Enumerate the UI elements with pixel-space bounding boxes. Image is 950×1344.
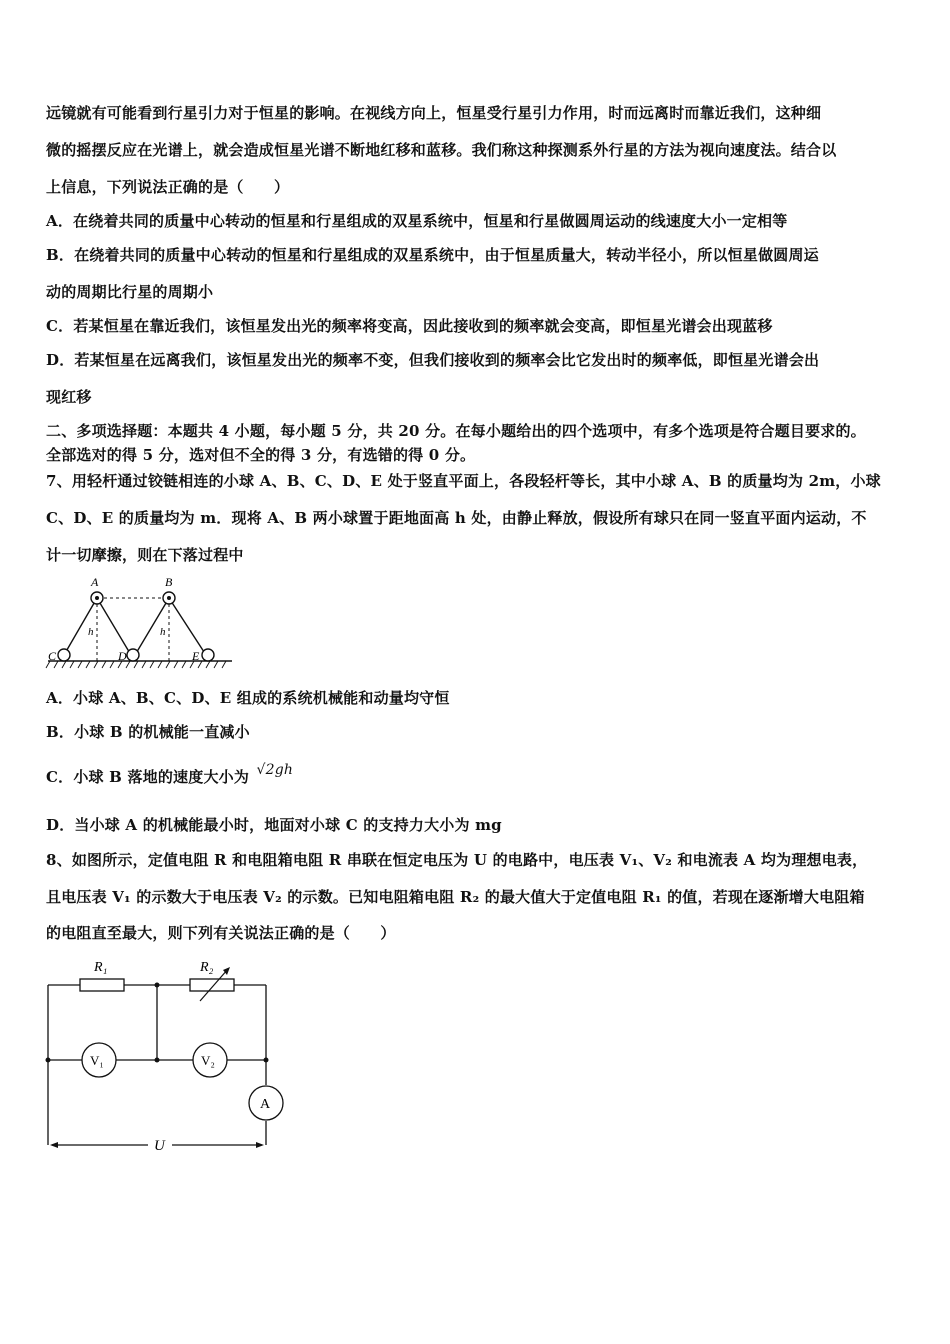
- section2-header-line-2: 全部选对的得 5 分，选对但不全的得 3 分，有选错的得 0 分。: [46, 446, 476, 464]
- q7-option-c-text: C．小球 B 落地的速度大小为: [46, 768, 250, 786]
- label-h-left: h: [88, 626, 94, 638]
- q7-option-b: B．小球 B 的机械能一直减小: [46, 723, 250, 741]
- ball-c: [58, 649, 70, 661]
- q6-option-b-line-1: B．在绕着共同的质量中心转动的恒星和行星组成的双星系统中，由于恒星质量大，转动半径小，所以恒星做圆周运: [46, 246, 819, 264]
- label-r2: R₂: [200, 960, 214, 975]
- junction-left: [46, 1058, 51, 1063]
- q7-stem-line-2: C、D、E 的质量均为 m．现将 A、B 两小球置于距地面高 h 处，由静止释放，假设所有球只在同一竖直平面内运动，不: [46, 509, 867, 527]
- label-a: A: [260, 1097, 271, 1112]
- q7-option-d: D．当小球 A 的机械能最小时，地面对小球 C 的支持力大小为 mg: [46, 816, 502, 834]
- label-h-right: h: [160, 626, 166, 638]
- label-c: C: [48, 649, 57, 663]
- rod-b-e: [169, 598, 206, 655]
- u-arrow-right: [256, 1142, 264, 1148]
- ball-a-pin: [95, 596, 99, 600]
- q8-stem-line-3: 的电阻直至最大，则下列有关说法正确的是（ ）: [46, 924, 396, 942]
- q7-option-c-formula: √2gh: [256, 762, 294, 778]
- q8-circuit-figure: [40, 955, 300, 1155]
- label-e: E: [192, 649, 200, 663]
- q6-option-b-line-2: 动的周期比行星的周期小: [46, 283, 214, 301]
- q7-option-a: A．小球 A、B、C、D、E 组成的系统机械能和动量均守恒: [46, 689, 450, 707]
- q8-stem-line-1: 8、如图所示，定值电阻 R 和电阻箱电阻 R 串联在恒定电压为 U 的电路中，电压表 V₁、V₂ 和电流表 A 均为理想电表，: [46, 851, 868, 869]
- ball-b-pin: [167, 596, 171, 600]
- resistor-r1: [80, 979, 124, 991]
- q8-stem-line-2: 且电压表 V₁ 的示数大于电压表 V₂ 的示数。已知电阻箱电阻 R₂ 的最大值大于定值电阻 R₁ 的值，若现在逐渐增大电阻箱: [46, 888, 865, 906]
- circuit-wires: [48, 985, 266, 1145]
- label-u: U: [154, 1138, 165, 1154]
- junction-middle: [155, 1058, 160, 1063]
- u-arrow-left: [50, 1142, 58, 1148]
- ball-d: [127, 649, 139, 661]
- q6-option-c: C．若某恒星在靠近我们，该恒星发出光的频率将变高，因此接收到的频率就会变高，即恒星光谱会出现蓝移: [46, 317, 773, 335]
- label-v2: V₂: [201, 1053, 215, 1068]
- resistor-box-r2: [190, 979, 234, 991]
- label-v1: V₁: [90, 1053, 104, 1068]
- rod-a-d: [97, 598, 131, 655]
- label-b: B: [165, 575, 173, 589]
- label-d: D: [118, 649, 127, 663]
- label-a: A: [91, 575, 99, 589]
- junction-right: [264, 1058, 269, 1063]
- q7-ball-rod-figure: [44, 573, 234, 673]
- q7-option-c: [46, 762, 908, 788]
- q7-stem-line-3: 计一切摩擦，则在下落过程中: [46, 546, 244, 564]
- q6-stem-line-3: 上信息，下列说法正确的是（ ）: [46, 178, 290, 196]
- label-r1: R₁: [94, 960, 108, 975]
- q6-stem-line-2: 微的摇摆反应在光谱上，就会造成恒星光谱不断地红移和蓝移。我们称这种探测系外行星的方法为视向速度法。结合以: [46, 141, 837, 159]
- ball-e: [202, 649, 214, 661]
- q6-option-d-line-1: D．若某恒星在远离我们，该恒星发出光的频率不变，但我们接收到的频率会比它发出时的频率低，即恒星光谱会出: [46, 351, 820, 369]
- q6-stem-line-1: 远镜就有可能看到行星引力对于恒星的影响。在视线方向上，恒星受行星引力作用，时而远离时而靠近我们，这种细: [46, 104, 822, 122]
- q6-option-d-line-2: 现红移: [46, 388, 92, 406]
- q6-option-a: A．在绕着共同的质量中心转动的恒星和行星组成的双星系统中，恒星和行星做圆周运动的线速度大小一定相等: [46, 212, 788, 230]
- q7-stem-line-1: 7、用轻杆通过铰链相连的小球 A、B、C、D、E 处于竖直平面上，各段轻杆等长，其中小球 A、B 的质量均为 2m，小球: [46, 472, 881, 490]
- section2-header-line-1: 二、多项选择题：本题共 4 小题，每小题 5 分，共 20 分。在每小题给出的四个选项中，有多个选项是符合题目要求的。: [46, 422, 866, 440]
- junction-top: [155, 983, 160, 988]
